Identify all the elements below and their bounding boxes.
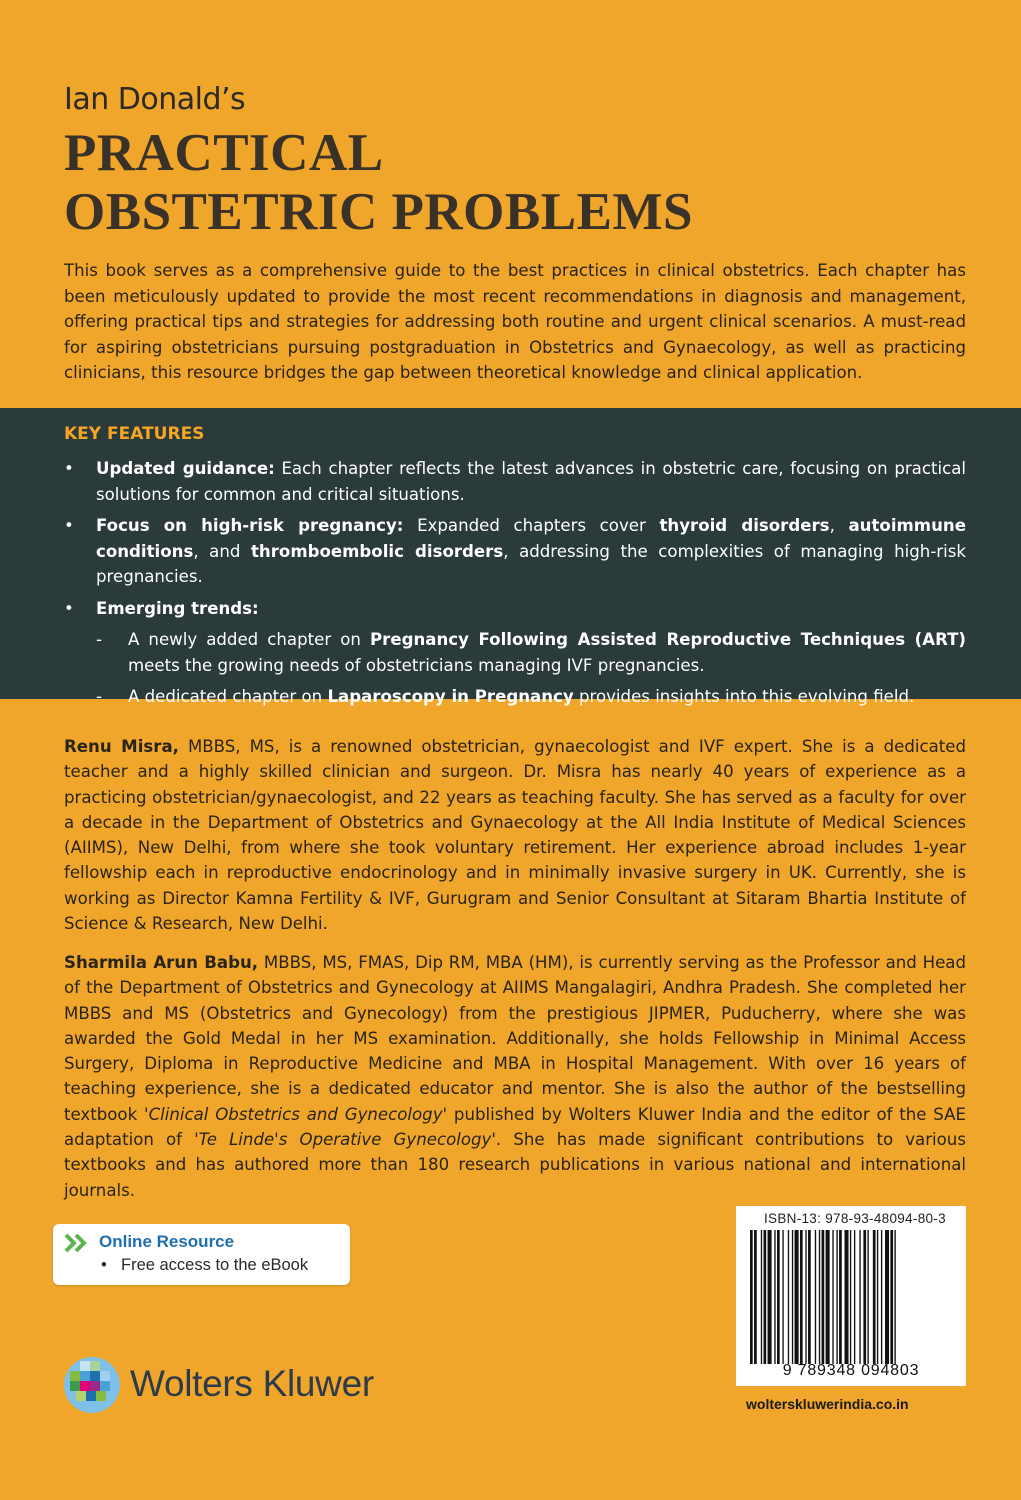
barcode-bar bbox=[795, 1230, 799, 1364]
barcode-bar bbox=[782, 1230, 783, 1364]
barcode-bar bbox=[754, 1230, 757, 1364]
feature-text: , and bbox=[193, 541, 251, 561]
barcode-bar bbox=[839, 1230, 842, 1364]
key-features-band bbox=[0, 408, 1021, 706]
barcode-bar bbox=[819, 1230, 820, 1364]
barcode-bar bbox=[768, 1230, 772, 1364]
barcode-bar bbox=[815, 1230, 816, 1364]
author-bio-text: MBBS, MS, FMAS, Dip RM, MBA (HM), is currently serving as the Professor and Head of the Department of Obstetrics and Gynecology at AIIMS Mangalagiri, Andhra Pradesh. She completed her MBBS and MS (Obstetrics and Gynecology) from the prestigious JIPMER, Puducherry, where she was awarded the Gold Medal in her MS examination. Additionally, she holds Fellowship in Minimal Access Surgery, Diploma in Reproductive Medicine and MBA in Hospital Management. With over 16 years of teaching experience, she is a dedicated educator and mentor. She is also the author of the bestselling textbook bbox=[64, 953, 967, 1124]
dash: - bbox=[96, 630, 102, 649]
barcode-bar bbox=[859, 1230, 860, 1364]
book-title-reference: 'Te Linde's Operative Gynecology' bbox=[194, 1130, 496, 1150]
feature-emerging-trends bbox=[64, 596, 966, 710]
book-title-reference: 'Clinical Obstetrics and Gynecology' bbox=[144, 1104, 448, 1124]
barcode-bar bbox=[863, 1230, 866, 1364]
feature-emphasis: Laparoscopy in Pregnancy bbox=[327, 687, 574, 706]
barcode-bar bbox=[885, 1230, 889, 1364]
barcode-bar bbox=[792, 1230, 793, 1364]
publisher-website: wolterskluwerindia.co.in bbox=[746, 1396, 909, 1412]
barcode-bar bbox=[788, 1230, 789, 1364]
barcode-bar bbox=[750, 1230, 753, 1364]
isbn-barcode-box bbox=[736, 1206, 966, 1386]
online-resource-box bbox=[53, 1224, 350, 1285]
key-features-list bbox=[64, 456, 966, 716]
feature-text: meets the growing needs of obstetricians managing IVF pregnancies. bbox=[128, 655, 705, 675]
feature-text: provides insights into this evolving field. bbox=[573, 687, 915, 706]
barcode-bar bbox=[777, 1230, 780, 1364]
online-resource-item-text: Free access to the eBook bbox=[121, 1256, 309, 1274]
author-bio-text: published by Wolters Kluwer India and the editor of the SAE adaptation of bbox=[64, 1104, 966, 1150]
bullet: • bbox=[64, 598, 74, 618]
barcode-bar bbox=[761, 1230, 762, 1364]
author-name: Renu Misra, bbox=[64, 737, 179, 756]
barcode-bar bbox=[822, 1230, 825, 1364]
barcode-bar bbox=[881, 1230, 882, 1364]
bullet: • bbox=[64, 459, 74, 478]
subfeature-laparoscopy-chapter bbox=[96, 684, 966, 710]
book-title-line-1: PRACTICAL bbox=[64, 124, 384, 182]
barcode-bar bbox=[800, 1230, 803, 1364]
barcode-bar bbox=[805, 1230, 806, 1364]
feature-emphasis: thyroid disorders bbox=[659, 516, 830, 535]
author-line: Ian Donald’s bbox=[64, 82, 246, 117]
subfeature-art-chapter bbox=[96, 627, 966, 678]
barcode-bar bbox=[774, 1230, 775, 1364]
author-bio-renu-misra bbox=[64, 734, 966, 936]
feature-text: , bbox=[829, 516, 849, 535]
double-chevron-icon bbox=[63, 1232, 91, 1254]
feature-updated-guidance bbox=[64, 456, 966, 507]
bullet: • bbox=[64, 516, 74, 535]
feature-label: Focus on high-risk pregnancy: bbox=[96, 516, 404, 535]
barcode-bar bbox=[764, 1230, 767, 1364]
feature-high-risk-pregnancy bbox=[64, 513, 966, 590]
barcode-bar bbox=[832, 1230, 833, 1364]
online-resource-item bbox=[101, 1256, 308, 1275]
feature-emphasis: thromboembolic disorders bbox=[250, 541, 504, 561]
feature-label: Updated guidance: bbox=[96, 459, 275, 478]
isbn-digits: 9 789348 094803 bbox=[782, 1362, 920, 1379]
wolters-kluwer-logo-icon bbox=[62, 1355, 122, 1415]
feature-text: A dedicated chapter on bbox=[128, 687, 328, 706]
feature-label: Emerging trends: bbox=[96, 598, 259, 618]
feature-text: , addressing the complexities of managing high-risk pregnancies. bbox=[96, 541, 966, 586]
key-features-heading: KEY FEATURES bbox=[64, 424, 205, 444]
barcode-bar bbox=[836, 1230, 837, 1364]
author-bio-text: . She has made significant contributions to various textbooks and has authored more than 180 research publications in various national and international journals. bbox=[64, 1130, 966, 1200]
feature-text: Each chapter reflects the latest advances in obstetric care, focusing on practical solutions for common and critical situations. bbox=[96, 459, 966, 504]
feature-text: A newly added chapter on bbox=[128, 630, 370, 649]
barcode-bar bbox=[894, 1230, 895, 1364]
publisher-name: Wolters Kluwer bbox=[130, 1363, 374, 1404]
barcode-bar bbox=[890, 1230, 893, 1364]
feature-text: Expanded chapters cover bbox=[403, 516, 660, 535]
barcode-bar bbox=[826, 1230, 830, 1364]
barcode-bar bbox=[808, 1230, 811, 1364]
author-name: Sharmila Arun Babu, bbox=[64, 953, 259, 972]
emerging-trends-sublist bbox=[96, 627, 966, 710]
barcode-bar bbox=[854, 1230, 855, 1364]
online-resource-title: Online Resource bbox=[99, 1232, 235, 1251]
barcode-bar bbox=[877, 1230, 878, 1364]
barcode-bar bbox=[873, 1230, 876, 1364]
barcode-bar bbox=[845, 1230, 849, 1364]
isbn-label: ISBN-13: 978-93-48094-80-3 bbox=[764, 1211, 946, 1226]
feature-emphasis: autoimmune conditions bbox=[96, 516, 966, 561]
dash: - bbox=[96, 687, 102, 706]
barcode-bar bbox=[850, 1230, 851, 1364]
barcode bbox=[750, 1230, 952, 1364]
bullet: • bbox=[101, 1256, 107, 1274]
book-description: This book serves as a comprehensive guide to the best practices in clinical obstetrics. Each chapter has been meticulously updated to provide the most recent recommendations in diagnosis and management, offering practical tips and strategies for addressing both routine and urgent clinical scenarios. A must-read for aspiring obstetricians pursuing postgraduation in Obstetrics and Gynaecology, as well as practicing clinicians, this resource bridges the gap between theoretical knowledge and clinical application. bbox=[64, 261, 966, 382]
author-bio-text: MBBS, MS, is a renowned obstetrician, gynaecologist and IVF expert. She is a dedicated teacher and a highly skilled clinician and surgeon. Dr. Misra has nearly 40 years of experience as a practicing obstetrician/gynaecologist, and 22 years as teaching faculty. She has served as a faculty for over a decade in the Department of Obstetrics and Gynaecology at the All India Institute of Medical Sciences (AIIMS), New Delhi, from where she took voluntary retirement. Her experience abroad includes 1-year fellowship each in reproductive endocrinology and in minimally invasive surgery in UK. Currently, she is working as Director Kamna Fertility & IVF, Gurugram and Senior Consultant at Sitaram Bhartia Institute of Science & Research, New Delhi. bbox=[64, 737, 967, 934]
barcode-bar bbox=[867, 1230, 868, 1364]
book-title-line-2: OBSTETRIC PROBLEMS bbox=[64, 183, 693, 241]
author-bio-sharmila-arun-babu bbox=[64, 950, 966, 1203]
feature-emphasis: Pregnancy Following Assisted Reproductive Techniques (ART) bbox=[369, 630, 967, 649]
